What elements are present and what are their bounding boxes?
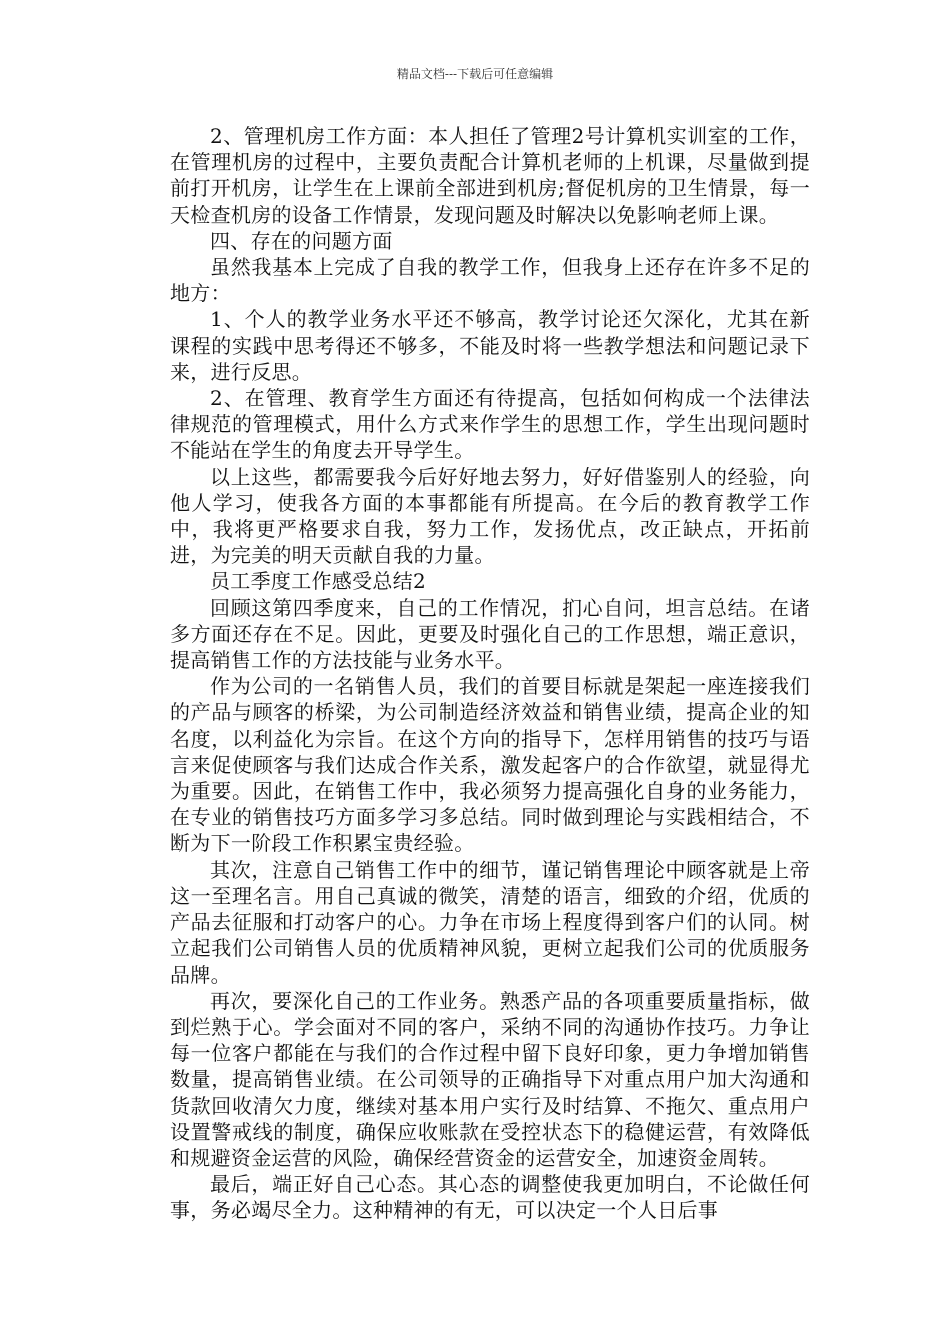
paragraph-sales-details: 其次，注意自己销售工作中的细节，谨记销售理论中顾客就是上帝这一至理名言。用自己真诚的微笑，清楚的语言，细致的介绍，优质的产品去征服和打动客户的心。力争在市场上程度得到客户们的认同。树立起我们公司销售人员的优质精神风貌，更树立起我们公司的优质服务品牌。 [170, 857, 810, 987]
page-header: 精品文档---下载后可任意编辑 [396, 67, 554, 81]
paragraph-problem-2: 2、在管理、教育学生方面还有待提高，包括如何构成一个法律法律规范的管理模式，用什么方式来作学生的思想工作，学生出现问题时不能站在学生的角度去开导学生。 [170, 386, 810, 463]
section-title-summary-2: 员工季度工作感受总结2 [210, 569, 427, 594]
paragraph-mindset: 最后，端正好自己心态。其心态的调整使我更加明白，不论做任何事，务必竭尽全力。这种精神的有无，可以决定一个人日后事 [170, 1172, 810, 1223]
paragraph-q4-review: 回顾这第四季度来，自己的工作情况，扪心自问，坦言总结。在诸多方面还存在不足。因此，更要及时强化自己的工作思想，端正意识，提高销售工作的方法技能与业务水平。 [170, 595, 810, 673]
paragraph-problems-intro: 虽然我基本上完成了自我的教学工作，但我身上还存在许多不足的地方： [170, 255, 810, 306]
paragraph-future-plan: 以上这些，都需要我今后好好地去努力，好好借鉴别人的经验，向他人学习，使我各方面的本事都能有所提高。在今后的教育教学工作中，我将更严格要求自我，努力工作，发扬优点，改正缺点，开拓前进，为完美的明天贡献自我的力量。 [170, 464, 810, 568]
paragraph-deepen-business: 再次，要深化自己的工作业务。熟悉产品的各项重要质量指标，做到烂熟于心。学会面对不同的客户，采纳不同的沟通协作技巧。力争让每一位客户都能在与我们的合作过程中留下良好印象，更力争增加销售数量，提高销售业绩。在公司领导的正确指导下对重点用户加大沟通和货款回收清欠力度，继续对基本用户实行及时结算、不拖欠、重点用户设置警戒线的制度，确保应收账款在受控状态下的稳健运营，有效降低和规避资金运营的风险，确保经营资金的运营安全，加速资金周转。 [170, 988, 810, 1170]
document-body [170, 123, 810, 1224]
section-heading-problems: 四、存在的问题方面 [210, 228, 393, 253]
paragraph-sales-goal: 作为公司的一名销售人员，我们的首要目标就是架起一座连接我们的产品与顾客的桥梁，为公司制造经济效益和销售业绩，提高企业的知名度，以利益化为宗旨。在这个方向的指导下，怎样用销售的技巧与语言来促使顾客与我们达成合作关系，激发起客户的合作欲望，就显得尤为重要。因此，在销售工作中，我必须努力提高强化自身的业务能力，在专业的销售技巧方面多学习多总结。同时做到理论与实践相结合，不断为下一阶段工作积累宝贵经验。 [170, 674, 810, 856]
paragraph-problem-1: 1、个人的教学业务水平还不够高，教学讨论还欠深化，尤其在新课程的实践中思考得还不够多，不能及时将一些教学想法和问题记录下来，进行反思。 [170, 307, 810, 384]
paragraph-lab-management: 2、管理机房工作方面：本人担任了管理2号计算机实训室的工作，在管理机房的过程中，主要负责配合计算机老师的上机课，尽量做到提前打开机房，让学生在上课前全部进到机房;督促机房的卫生情景，每一天检查机房的设备工作情景，发现问题及时解决以免影响老师上课。 [170, 124, 810, 227]
